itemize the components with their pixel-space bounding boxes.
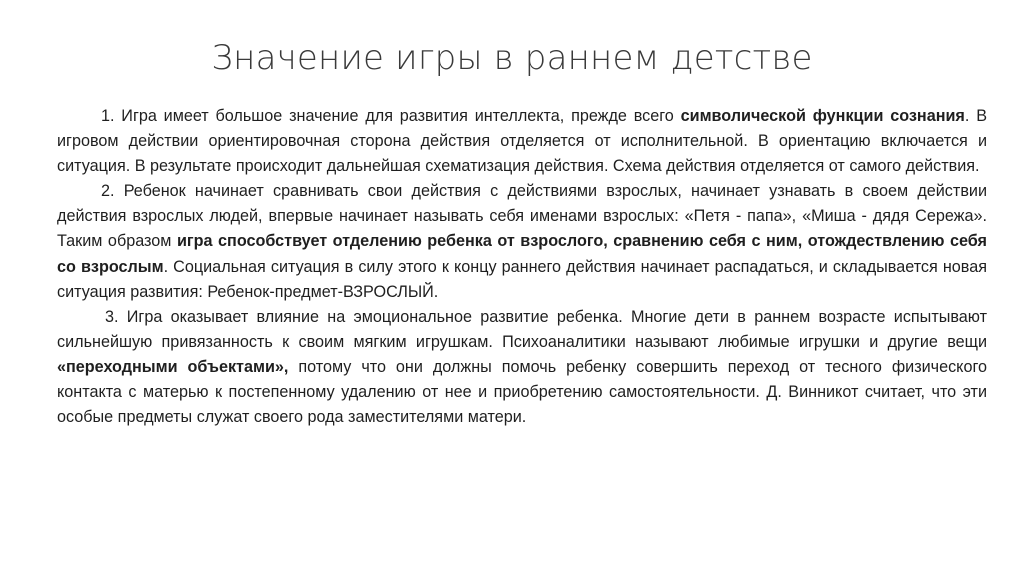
paragraph-3-text-2: потому что они должны помочь ребенку совершить переход от тесного физического контакта с матерью к постепенному удалению от нее и приобретению самостоятельности. Д. Винникот считает, что эти особые предметы служат своего рода заместителями матери. <box>57 357 987 427</box>
paragraph-1-bold-1: символической функции сознания <box>680 107 965 125</box>
paragraph-2-text-2: . Социальная ситуация в силу этого к концу раннего действия начинает распадаться, и складывается новая ситуация развития: Ребенок-предмет-ВЗРОСЛЫЙ. <box>57 257 987 301</box>
paragraph-1-text-1: 1. Игра имеет большое значение для развития интеллекта, прежде всего <box>101 107 681 125</box>
slide-title: Значение игры в раннем детстве <box>211 38 813 78</box>
paragraph-3-text-1: 3. Игра оказывает влияние на эмоциональное развитие ребенка. Многие дети в раннем возрасте испытывают сильнейшую привязанность к своим мягким игрушкам. Психоаналитики называют любимые игрушки и другие вещи <box>57 307 987 351</box>
slide-body <box>57 104 987 430</box>
paragraph-3 <box>57 305 987 430</box>
paragraph-2 <box>57 179 987 304</box>
paragraph-1-text-2: . В игровом действии ориентировочная сторона действия отделяется от исполнительной. В ориентацию включается и ситуация. В результате происходит дальнейшая схематизация действия. Схема действия отделяется от самого действия. <box>57 107 987 176</box>
paragraph-3-bold-1: «переходными объектами», <box>57 357 289 376</box>
paragraph-2-text-1: 2. Ребенок начинает сравнивать свои действия с действиями взрослых, начинает узнавать в своем действии действия взрослых людей, впервые начинает называть себя именами взрослых: «Петя - папа», «Миша - дядя Сережа». Таким образом <box>57 182 987 251</box>
paragraph-1 <box>57 104 987 179</box>
paragraph-2-bold-1: игра способствует отделению ребенка от взрослого, сравнению себя с ним, отождествлению себя со взрослым <box>57 232 987 276</box>
